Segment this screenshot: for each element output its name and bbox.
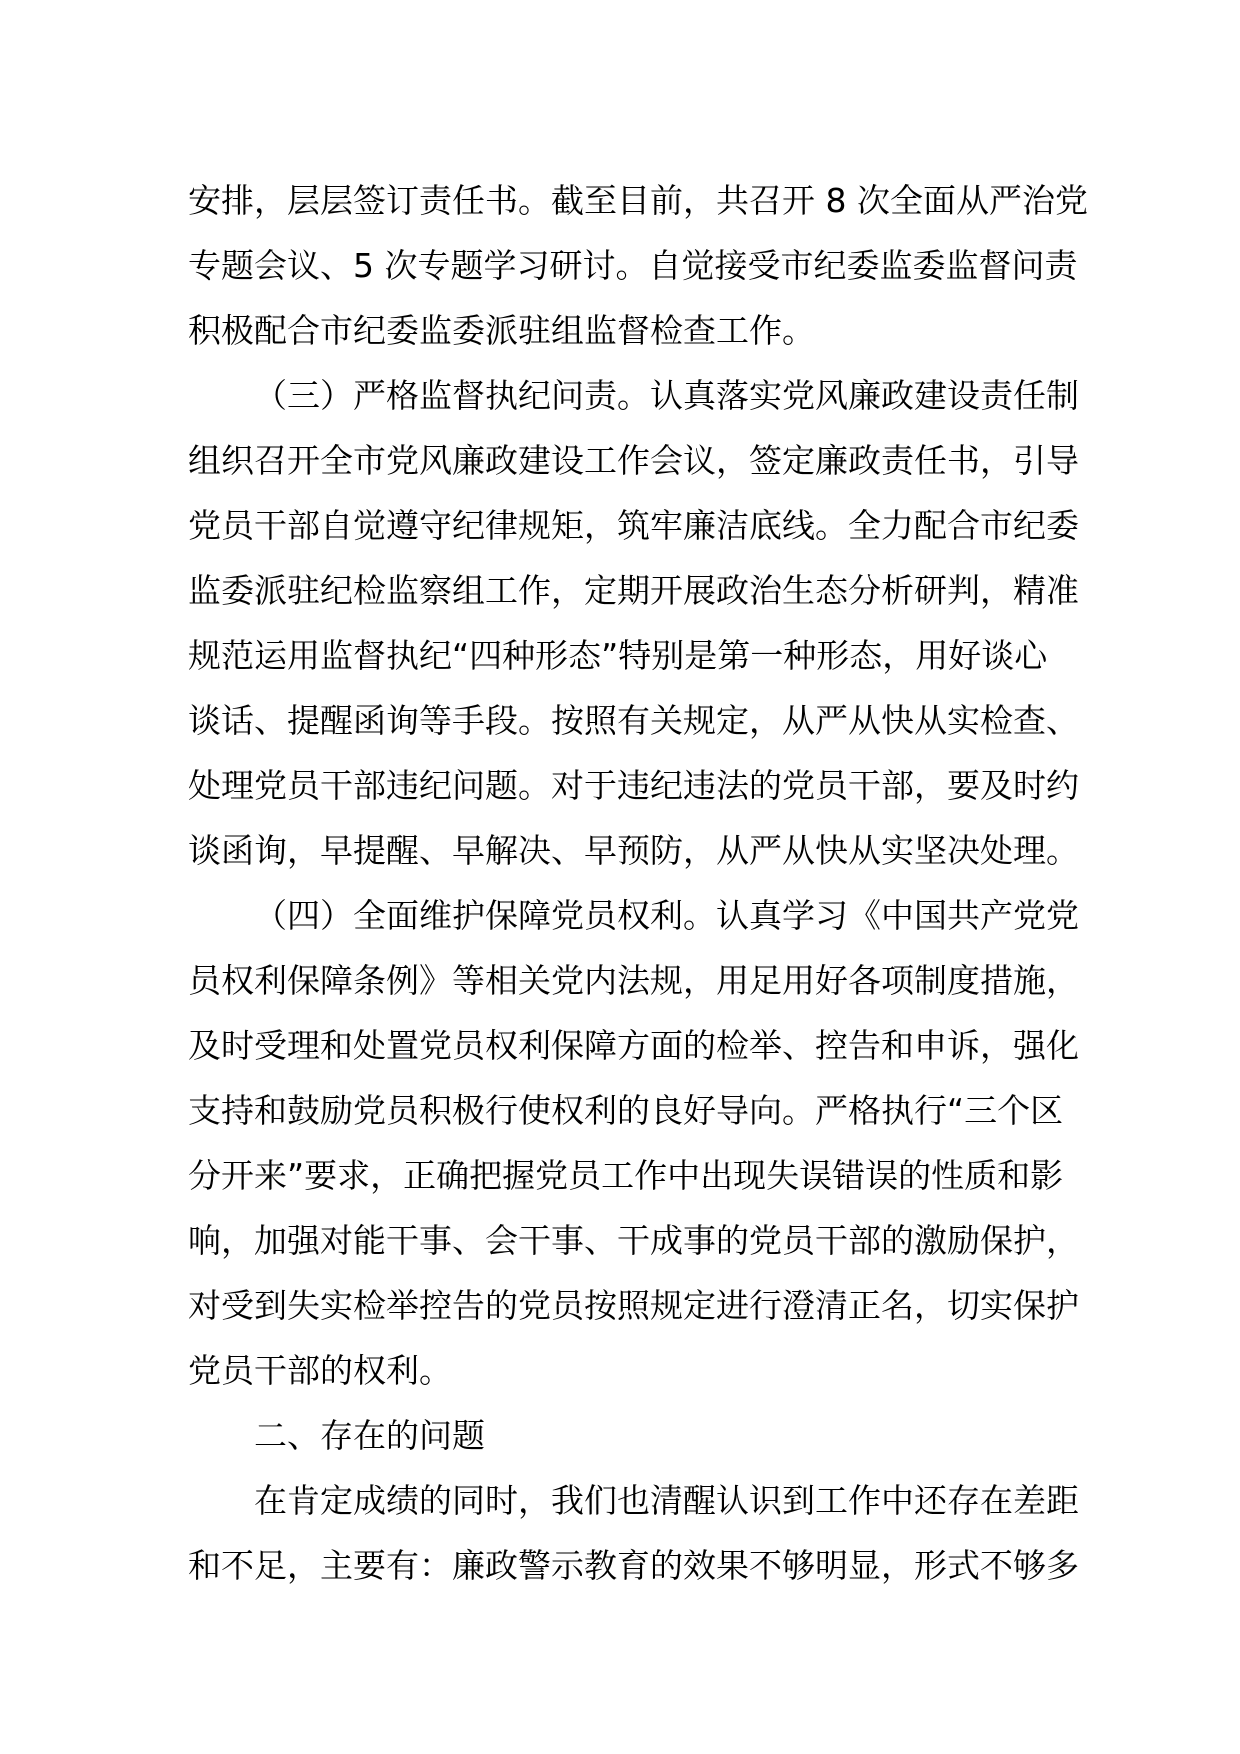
text-line: 响，加强对能干事、会干事、干成事的党员干部的激励保护， (188, 1221, 1079, 1260)
text-line: 积极配合市纪委监委派驻组监督检查工作。 (188, 311, 815, 350)
section-heading-problems: 二、存在的问题 (254, 1416, 485, 1455)
text-line: 处理党员干部违纪问题。对于违纪违法的党员干部，要及时约 (188, 766, 1079, 805)
paragraph-start: 在肯定成绩的同时，我们也清醒认识到工作中还存在差距 (254, 1481, 1079, 1520)
text-line: 支持和鼓励党员积极行使权利的良好导向。严格执行“三个区 (188, 1091, 1064, 1130)
text-line: 及时受理和处置党员权利保障方面的检举、控告和申诉，强化 (188, 1026, 1079, 1065)
section-heading-3: （三）严格监督执纪问责。认真落实党风廉政建设责任制 (254, 376, 1079, 415)
text-line: 员权利保障条例》等相关党内法规，用足用好各项制度措施， (188, 961, 1079, 1000)
text-line: 和不足，主要有：廉政警示教育的效果不够明显，形式不够多 (188, 1546, 1079, 1585)
text-line: 党员干部的权利。 (188, 1351, 452, 1390)
section-heading-4: （四）全面维护保障党员权利。认真学习《中国共产党党 (254, 896, 1079, 935)
text-line: 专题会议、5 次专题学习研讨。自觉接受市纪委监委监督问责 (188, 246, 1078, 285)
text-line: 分开来”要求，正确把握党员工作中出现失误错误的性质和影 (188, 1156, 1064, 1195)
text-line: 组织召开全市党风廉政建设工作会议，签定廉政责任书，引导 (188, 441, 1079, 480)
text-line: 规范运用监督执纪“四种形态”特别是第一种形态，用好谈心 (188, 636, 1048, 675)
body-text (188, 168, 1088, 1598)
text-line: 安排，层层签订责任书。截至目前，共召开 8 次全面从严治党 (188, 181, 1088, 220)
text-line: 谈话、提醒函询等手段。按照有关规定，从严从快从实检查、 (188, 701, 1079, 740)
text-line: 党员干部自觉遵守纪律规矩，筑牢廉洁底线。全力配合市纪委 (188, 506, 1079, 545)
text-line: 谈函询，早提醒、早解决、早预防，从严从快从实坚决处理。 (188, 831, 1079, 870)
text-line: 对受到失实检举控告的党员按照规定进行澄清正名，切实保护 (188, 1286, 1079, 1325)
text-line: 监委派驻纪检监察组工作，定期开展政治生态分析研判，精准 (188, 571, 1079, 610)
